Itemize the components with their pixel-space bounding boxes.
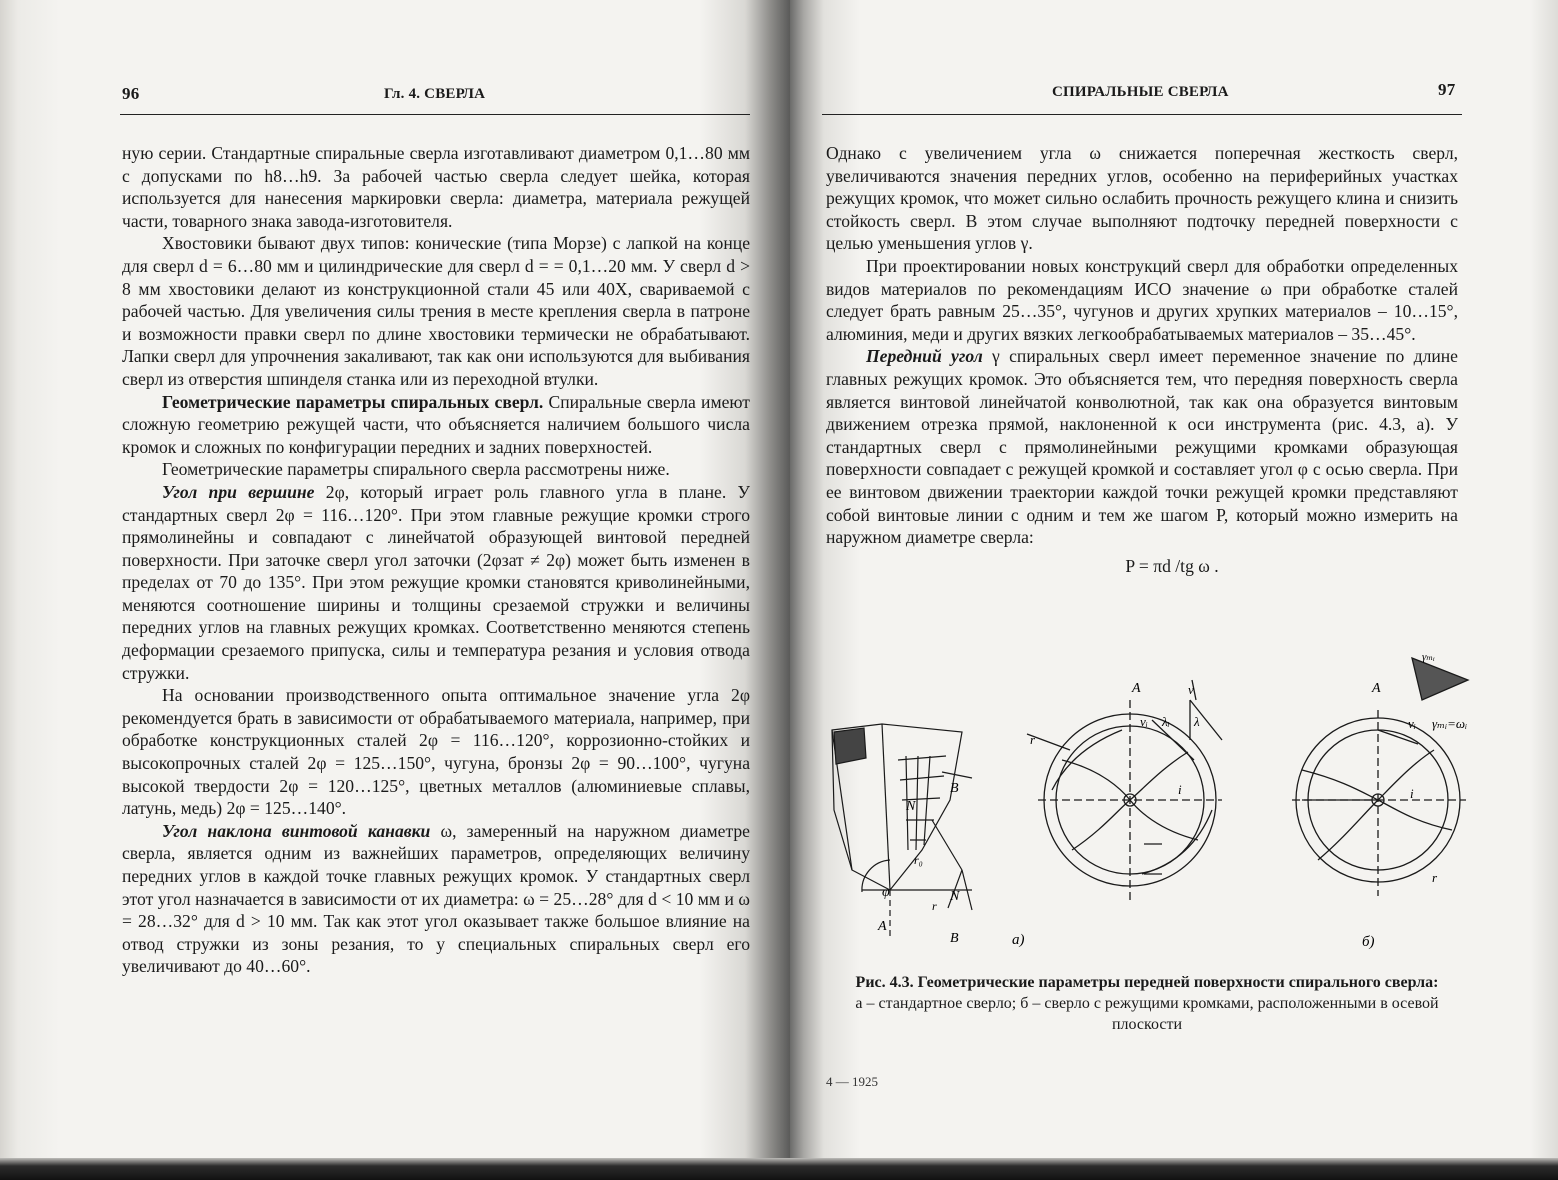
left-paragraph-6: На основании производственного опыта оптимальное значение угла 2φ рекомендуется брать в зависимости от обрабатываемого материала, например, при обработке конструкционных сталей 2φ = 116…120°, коррозионно-стойких и высокопрочных сталей 2φ = 125…150°, чугуна, бронзы 2φ = 90…100°, чугуна высокой твердости 2φ = 120…125°, цветных металлов (алюминиевые сплавы, латунь, медь) 2φ = 125…140°. xyxy=(122,685,750,819)
right-paragraph-3-rest: γ спиральных сверл имеет переменное значение по длине главных режущих кромок. Это объясняется тем, что передняя поверхность сверла является винтовой линейчатой конволютной, так как она образуется винтовым движением отрезка прямой, наклоненной к оси инструмента (рис. 4.3, а). У стандартных сверл с прямолинейными режущими кромками образующая поверхности совпадает с режущей кромкой и составляет угол φ с осью сверла. При ее винтовом движении траектории каждой точки режущей кромки представляют собой винтовые линии с одним и тем же шагом P, который можно измерить на наружном диаметре сверла: xyxy=(826,346,1458,548)
right-paragraph-1: Однако с увеличением угла ω снижается поперечная жесткость сверл, увеличиваются значения передних углов, особенно на периферийных участках режущих кромок, что может сильно ослабить прочность режущего клина и снизить стойкость сверл. В этом случае выполняют подточку передней поверхности с целью уменьшения углов γ. xyxy=(826,143,1458,254)
fig-label-gamma-omega: γₘᵢ=ωᵢ xyxy=(1432,716,1468,731)
running-head-left: Гл. 4. СВЕРЛА xyxy=(384,86,486,102)
fig-label-A-left: A xyxy=(878,919,887,934)
lead-term-apex-angle: Угол при вершине xyxy=(162,481,315,502)
fig-label-r: r xyxy=(932,899,937,913)
scanner-edge-shadow xyxy=(0,1158,1558,1180)
left-paragraph-2: Хвостовики бывают двух типов: конические (типа Морзе) с лапкой на конце для сверл d = 6…80 мм и цилиндрические для сверл d = = 0,1…20 мм. У сверл d > 8 мм хвостовики делают из конструкционной стали 45 или 40Х, свариваемой с рабочей частью. Для увеличения силы трения в месте крепления сверла в патроне и возможности правки сверл по длине хвостовики термически не обрабатывают. Лапки сверл для упрочнения закаливают, так как они используются для выбивания сверл из отверстия шпинделя станка или из переходной втулки. xyxy=(122,233,750,389)
fig-label-r-a: r xyxy=(1030,732,1036,747)
caption-title: Рис. 4.3. Геометрические параметры передней поверхности спирального сверла: xyxy=(855,974,1439,991)
left-paragraph-7 xyxy=(122,820,750,978)
fig-label-N-bottom: N xyxy=(950,889,960,904)
fig-label-r0: r₀ xyxy=(914,853,923,867)
header-rule-left xyxy=(120,114,750,115)
left-paragraph-3-rest: Спиральные сверла имеют сложную геометрию режущей части, что объясняется наличием большого числа кромок и сложных по конфигурации передних и задних поверхностей. xyxy=(122,391,750,457)
fig-label-A-a: A xyxy=(1132,681,1141,696)
left-paragraph-5 xyxy=(122,481,750,684)
lead-term-geometry: Геометрические параметры спиральных сверл. xyxy=(162,391,544,412)
right-paragraph-2: При проектировании новых конструкций сверл для обработки определенных видов материалов по рекомендациям ИСО значение ω при обработке сталей следует брать равным 25…35°, чугунов и других хрупких материалов – 10…15°, алюминия, меди и других вязких легкообрабатываемых материалов – 35…45°. xyxy=(826,255,1458,344)
left-paragraph-3 xyxy=(122,391,750,459)
drill-section-a xyxy=(1027,680,1222,900)
left-paragraph-1: ную серии. Стандартные спиральные сверла изготавливают диаметром 0,1…80 мм с допусками по h8…h9. За рабочей частью сверла следует шейка, которая используется для нанесения маркировки сверла: диаметра, материала режущей части, товарного знака завода-изготовителя. xyxy=(122,143,750,231)
fig-label-A-b: A xyxy=(1372,681,1381,696)
running-head-right: СПИРАЛЬНЫЕ СВЕРЛА xyxy=(1052,84,1229,100)
fig-label-v: v xyxy=(1188,682,1194,697)
left-body-text xyxy=(122,142,750,978)
figure-caption xyxy=(822,972,1472,1035)
fig-label-lambda: λ xyxy=(1194,714,1200,729)
left-paragraph-4: Геометрические параметры спирального сверла рассмотрены ниже. xyxy=(162,459,670,480)
pitch-formula: P = πd /tg ω . xyxy=(1125,555,1219,576)
page-number-right: 97 xyxy=(1438,80,1456,99)
fig-label-vi-a: vᵢ xyxy=(1140,714,1148,729)
left-paragraph-7-rest: ω, замеренный на наружном диаметре сверла, является одним из важнейших параметров, определяющих величину передних углов в каждой точке главных режущих кромок. У стандартных сверл этот угол назначается в зависимости от их диаметра: ω = 25…28° для d < 10 мм и ω = 28…32° для d > 10 мм. Так как этот угол оказывает также большое влияние на отвод стружки из зоны резания, то у специальных спиральных сверл его увеличивают до 40…60°. xyxy=(122,820,750,977)
fig-label-phi: φ xyxy=(882,885,890,900)
fig-label-B-top: B xyxy=(950,781,959,796)
fig-label-vi-b: vᵢ xyxy=(1408,716,1416,731)
left-page xyxy=(0,0,790,1158)
caption-subtitle: а – стандартное сверло; б – сверло с режущими кромками, расположенными в осевой плоскости xyxy=(855,995,1439,1033)
right-paragraph-3 xyxy=(826,345,1458,548)
page-number-left: 96 xyxy=(122,84,140,103)
header-rule-right xyxy=(822,114,1462,115)
panel-a-label: а) xyxy=(1012,932,1025,948)
fig-label-gamma-top: γₘᵢ xyxy=(1422,651,1435,663)
lead-term-helix-angle: Угол наклона винтовой канавки xyxy=(162,820,431,841)
left-paragraph-5-rest: 2φ, который играет роль главного угла в плане. У стандартных сверл 2φ = 116…120°. При этом главные режущие кромки строго прямолинейны и совпадают с линейчатой образующей винтовой передней поверхности. При заточке сверл угол заточки (2φзат ≠ 2φ) может быть изменен в пределах от 70 до 135°. При этом режущие кромки становятся криволинейными, меняются соотношение ширины и толщины срезаемой стружки и величины передних углов на главных режущих кромках. Соответственно меняются степень деформации срезаемого припуска, силы и температура резания и условия отвода стружки. xyxy=(122,481,750,683)
fig-label-B-bottom: B xyxy=(950,931,959,946)
fig-label-i-a: i xyxy=(1178,782,1182,797)
printer-signature: 4 — 1925 xyxy=(826,1074,878,1089)
panel-b-label: б) xyxy=(1362,934,1375,950)
fig-label-N-top: N xyxy=(906,799,916,814)
fig-label-lambda-i: λᵢ xyxy=(1162,714,1170,729)
right-body-text xyxy=(826,142,1458,577)
fig-label-i-b: i xyxy=(1410,786,1414,801)
lead-term-rake-angle: Передний угол xyxy=(866,346,983,367)
figure-4-3 xyxy=(822,651,1472,960)
drill-tip-sketch xyxy=(832,724,972,940)
fig-label-r-b: r xyxy=(1432,870,1438,885)
